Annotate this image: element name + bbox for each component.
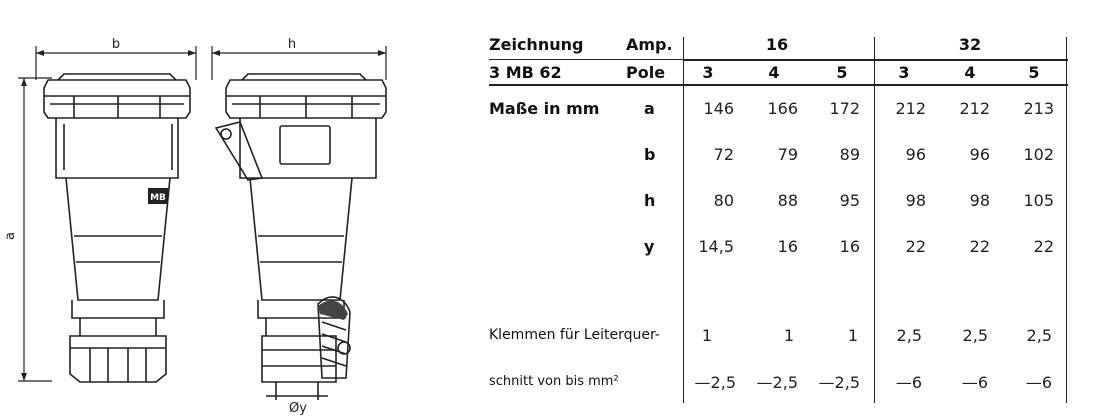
column-divider: [1066, 37, 1067, 403]
row-key-b: b: [644, 145, 656, 164]
table-cell: 2,5: [896, 326, 922, 345]
table-cell: 14,5: [698, 237, 734, 256]
table-cell: 95: [839, 191, 860, 210]
table-cell: 1: [847, 326, 858, 345]
column-divider: [683, 37, 684, 403]
header-pole-value: 3: [702, 63, 714, 82]
table-cell: 96: [905, 145, 926, 164]
table-cell: 16: [777, 237, 798, 256]
header-bottom-rule: [489, 84, 1068, 86]
dimension-label-h: h: [287, 37, 297, 52]
header-group-16: 16: [765, 35, 789, 54]
klemmen-label-line2: schnitt von bis mm²: [489, 374, 619, 389]
table-cell: 80: [713, 191, 734, 210]
table-cell: 2,5: [962, 326, 988, 345]
brand-label: MB: [150, 193, 166, 203]
section-label: Maße in mm: [489, 99, 600, 118]
row-key-h: h: [644, 191, 656, 210]
table-cell: —2,5: [694, 373, 736, 392]
table-cell: 212: [895, 99, 926, 118]
header-pole-value: 3: [898, 63, 910, 82]
table-cell: 2,5: [1026, 326, 1052, 345]
table-cell: 166: [767, 99, 798, 118]
table-cell: 22: [905, 237, 926, 256]
header-group-32: 32: [958, 35, 982, 54]
table-cell: 16: [839, 237, 860, 256]
table-cell: 213: [1023, 99, 1054, 118]
dimension-label-a: a: [3, 232, 18, 240]
table-cell: 22: [969, 237, 990, 256]
header-rule: [489, 59, 684, 60]
table-cell: 22: [1033, 237, 1054, 256]
table-cell: 146: [703, 99, 734, 118]
table-cell: 98: [905, 191, 926, 210]
header-pole-value: 5: [836, 63, 848, 82]
dimension-label-y: Øy: [289, 401, 307, 416]
table-cell: 1: [783, 326, 794, 345]
table-cell: 102: [1023, 145, 1054, 164]
table-cell: —6: [961, 373, 988, 392]
table-cell: 88: [777, 191, 798, 210]
table-cell: —6: [895, 373, 922, 392]
header-amp: Amp.: [626, 35, 673, 54]
table-cell: 72: [713, 145, 734, 164]
klemmen-label-line1: Klemmen für Leiterquer-: [489, 327, 660, 343]
table-cell: 172: [829, 99, 860, 118]
table-cell: 96: [969, 145, 990, 164]
dimension-label-b: b: [111, 37, 121, 52]
header-pole-value: 4: [964, 63, 976, 82]
column-divider: [874, 37, 875, 403]
header-model: 3 MB 62: [489, 63, 562, 82]
table-cell: —2,5: [756, 373, 798, 392]
table-cell: 98: [969, 191, 990, 210]
table-cell: 1: [701, 326, 712, 345]
table-cell: 212: [959, 99, 990, 118]
header-pole: Pole: [626, 63, 666, 82]
header-pole-value: 4: [768, 63, 780, 82]
header-pole-value: 5: [1028, 63, 1040, 82]
table-cell: 105: [1023, 191, 1054, 210]
group-rule: [684, 59, 1068, 61]
table-cell: 89: [839, 145, 860, 164]
table-cell: —6: [1025, 373, 1052, 392]
table-cell: —2,5: [818, 373, 860, 392]
table-cell: 79: [777, 145, 798, 164]
header-zeichnung: Zeichnung: [489, 35, 584, 54]
row-key-a: a: [644, 99, 655, 118]
row-key-y: y: [644, 237, 655, 256]
